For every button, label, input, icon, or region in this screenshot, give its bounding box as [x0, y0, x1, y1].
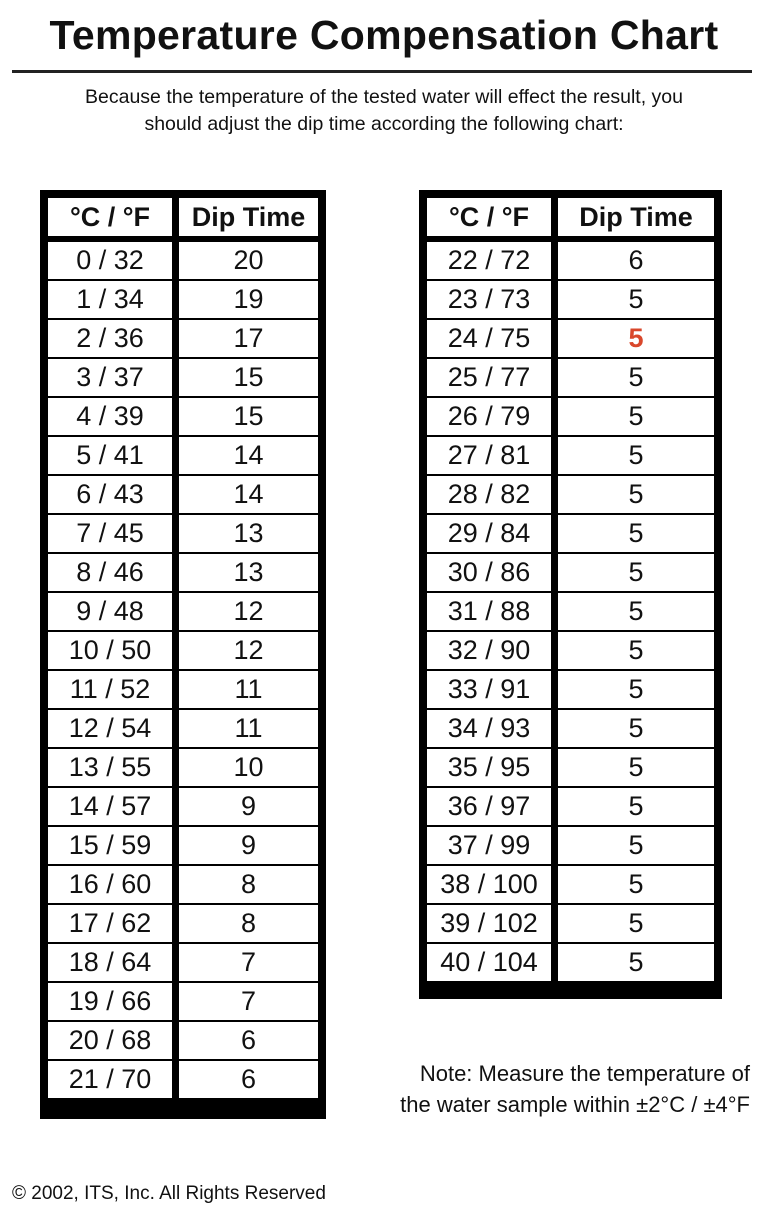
column-divider: [551, 359, 558, 396]
column-divider: [172, 866, 179, 903]
temperature-cell: 36 / 97: [427, 788, 551, 825]
column-divider: [172, 944, 179, 981]
dip-time-cell: 5: [558, 710, 714, 747]
column-divider: [172, 983, 179, 1020]
table-row: [48, 1022, 318, 1059]
table-row: [48, 320, 318, 357]
title-divider: [12, 70, 752, 73]
table-row: [427, 749, 714, 786]
table-row: [48, 398, 318, 435]
temperature-cell: 39 / 102: [427, 905, 551, 942]
temperature-cell: 14 / 57: [48, 788, 172, 825]
column-divider: [551, 788, 558, 825]
column-divider: [172, 1022, 179, 1059]
temperature-cell: 0 / 32: [48, 242, 172, 279]
table-row: [48, 866, 318, 903]
table-row: [48, 827, 318, 864]
table-row: [48, 749, 318, 786]
temperature-cell: 40 / 104: [427, 944, 551, 981]
dip-time-cell: 6: [179, 1022, 318, 1059]
column-divider: [172, 281, 179, 318]
temperature-cell: 25 / 77: [427, 359, 551, 396]
table-row: [427, 320, 714, 357]
temperature-cell: 1 / 34: [48, 281, 172, 318]
table-row: [427, 398, 714, 435]
dip-time-cell: 10: [179, 749, 318, 786]
table-row: [48, 281, 318, 318]
temperature-cell: 5 / 41: [48, 437, 172, 474]
column-divider: [551, 515, 558, 552]
dip-time-cell: 15: [179, 398, 318, 435]
dip-time-cell: 5: [558, 359, 714, 396]
dip-time-cell: 5: [558, 398, 714, 435]
dip-time-cell: 13: [179, 515, 318, 552]
table-row: [48, 671, 318, 708]
dip-time-cell: 6: [558, 242, 714, 279]
temperature-cell: 27 / 81: [427, 437, 551, 474]
temperature-cell: 18 / 64: [48, 944, 172, 981]
dip-time-cell: 5: [558, 554, 714, 591]
temperature-cell: 2 / 36: [48, 320, 172, 357]
dip-time-cell: 5: [558, 593, 714, 630]
table-right: [419, 190, 722, 999]
temperature-cell: 9 / 48: [48, 593, 172, 630]
dip-time-cell: 5: [558, 671, 714, 708]
table-left: [40, 190, 326, 1119]
column-divider: [172, 788, 179, 825]
table-row: [48, 944, 318, 981]
column-divider: [551, 944, 558, 981]
table-row: [427, 515, 714, 552]
temperature-cell: 31 / 88: [427, 593, 551, 630]
table-row: [48, 710, 318, 747]
dip-time-cell: 13: [179, 554, 318, 591]
dip-time-cell: 5: [558, 320, 714, 357]
header-temperature: °C / °F: [48, 198, 172, 236]
dip-time-cell: 5: [558, 281, 714, 318]
table-row: [48, 242, 318, 279]
dip-time-cell: 11: [179, 710, 318, 747]
table-row: [427, 905, 714, 942]
temperature-cell: 10 / 50: [48, 632, 172, 669]
table-row: [427, 632, 714, 669]
temperature-cell: 37 / 99: [427, 827, 551, 864]
temperature-cell: 15 / 59: [48, 827, 172, 864]
column-divider: [551, 398, 558, 435]
column-divider: [172, 632, 179, 669]
dip-time-cell: 5: [558, 515, 714, 552]
dip-time-cell: 9: [179, 827, 318, 864]
temperature-cell: 7 / 45: [48, 515, 172, 552]
measurement-note: [350, 1058, 750, 1120]
column-divider: [172, 749, 179, 786]
column-divider: [172, 554, 179, 591]
table-row: [427, 554, 714, 591]
column-divider: [172, 671, 179, 708]
temperature-cell: 16 / 60: [48, 866, 172, 903]
column-divider: [551, 710, 558, 747]
dip-time-cell: 20: [179, 242, 318, 279]
temperature-cell: 8 / 46: [48, 554, 172, 591]
column-divider: [172, 476, 179, 513]
temperature-cell: 35 / 95: [427, 749, 551, 786]
temperature-cell: 24 / 75: [427, 320, 551, 357]
table-row: [427, 593, 714, 630]
copyright-notice: © 2002, ITS, Inc. All Rights Reserved: [12, 1183, 326, 1204]
temperature-cell: 17 / 62: [48, 905, 172, 942]
table-row: [48, 905, 318, 942]
table-row: [427, 710, 714, 747]
dip-time-cell: 5: [558, 749, 714, 786]
table-header: [48, 198, 318, 236]
temperature-cell: 38 / 100: [427, 866, 551, 903]
table-row: [427, 242, 714, 279]
column-divider: [551, 593, 558, 630]
dip-time-cell: 7: [179, 983, 318, 1020]
table-row: [427, 827, 714, 864]
column-divider: [172, 320, 179, 357]
temperature-cell: 12 / 54: [48, 710, 172, 747]
temperature-cell: 4 / 39: [48, 398, 172, 435]
temperature-cell: 22 / 72: [427, 242, 551, 279]
column-divider: [551, 320, 558, 357]
dip-time-cell: 5: [558, 944, 714, 981]
column-divider: [551, 242, 558, 279]
dip-time-cell: 12: [179, 593, 318, 630]
column-divider: [172, 398, 179, 435]
column-divider: [172, 515, 179, 552]
column-divider: [551, 437, 558, 474]
temperature-cell: 19 / 66: [48, 983, 172, 1020]
dip-time-cell: 9: [179, 788, 318, 825]
table-row: [427, 866, 714, 903]
temperature-cell: 11 / 52: [48, 671, 172, 708]
column-divider: [172, 1061, 179, 1098]
header-temperature: °C / °F: [427, 198, 551, 236]
temperature-cell: 28 / 82: [427, 476, 551, 513]
instructions-line-1: Because the temperature of the tested water will effect the result, you: [85, 86, 683, 108]
column-divider: [551, 749, 558, 786]
table-row: [427, 671, 714, 708]
column-divider: [172, 437, 179, 474]
dip-time-cell: 14: [179, 476, 318, 513]
column-divider: [172, 593, 179, 630]
dip-time-cell: 5: [558, 905, 714, 942]
dip-time-cell: 6: [179, 1061, 318, 1098]
instructions: [30, 84, 738, 138]
header-dip-time: Dip Time: [179, 198, 318, 236]
note-line-2: the water sample within ±2°C / ±4°F: [400, 1092, 750, 1117]
dip-time-cell: 5: [558, 632, 714, 669]
table-row: [48, 476, 318, 513]
table-row: [48, 593, 318, 630]
column-divider: [172, 905, 179, 942]
temperature-cell: 13 / 55: [48, 749, 172, 786]
column-divider: [551, 671, 558, 708]
temperature-cell: 3 / 37: [48, 359, 172, 396]
dip-time-cell: 5: [558, 437, 714, 474]
dip-time-cell: 15: [179, 359, 318, 396]
dip-time-cell: 12: [179, 632, 318, 669]
column-divider: [172, 827, 179, 864]
dip-time-cell: 17: [179, 320, 318, 357]
column-divider: [172, 710, 179, 747]
dip-time-cell: 5: [558, 476, 714, 513]
column-divider: [551, 827, 558, 864]
table-row: [427, 437, 714, 474]
column-divider: [551, 476, 558, 513]
table-row: [427, 788, 714, 825]
column-divider: [551, 632, 558, 669]
dip-time-cell: 19: [179, 281, 318, 318]
dip-time-cell: 7: [179, 944, 318, 981]
table-row: [48, 1061, 318, 1098]
column-divider: [551, 554, 558, 591]
table-row: [48, 359, 318, 396]
table-row: [48, 554, 318, 591]
temperature-cell: 26 / 79: [427, 398, 551, 435]
temperature-cell: 6 / 43: [48, 476, 172, 513]
temperature-cell: 29 / 84: [427, 515, 551, 552]
table-row: [48, 515, 318, 552]
column-divider: [172, 242, 179, 279]
table-row: [427, 281, 714, 318]
note-line-1: Note: Measure the temperature of: [419, 1061, 750, 1086]
temperature-cell: 33 / 91: [427, 671, 551, 708]
temperature-cell: 23 / 73: [427, 281, 551, 318]
column-divider: [551, 866, 558, 903]
table-header: [427, 198, 714, 236]
table-row: [427, 359, 714, 396]
dip-time-cell: 8: [179, 905, 318, 942]
dip-time-cell: 5: [558, 866, 714, 903]
table-row: [48, 437, 318, 474]
table-row: [427, 476, 714, 513]
column-divider: [551, 198, 558, 236]
dip-time-cell: 5: [558, 827, 714, 864]
page-title: Temperature Compensation Chart: [49, 12, 719, 58]
header-dip-time: Dip Time: [558, 198, 714, 236]
dip-time-cell: 14: [179, 437, 318, 474]
dip-time-cell: 8: [179, 866, 318, 903]
temperature-cell: 21 / 70: [48, 1061, 172, 1098]
column-divider: [172, 359, 179, 396]
column-divider: [172, 198, 179, 236]
temperature-cell: 34 / 93: [427, 710, 551, 747]
table-row: [48, 983, 318, 1020]
dip-time-cell: 5: [558, 788, 714, 825]
table-row: [48, 632, 318, 669]
column-divider: [551, 905, 558, 942]
table-row: [427, 944, 714, 981]
dip-time-cell: 11: [179, 671, 318, 708]
temperature-cell: 30 / 86: [427, 554, 551, 591]
table-row: [48, 788, 318, 825]
column-divider: [551, 281, 558, 318]
temperature-cell: 20 / 68: [48, 1022, 172, 1059]
instructions-line-2: should adjust the dip time according the following chart:: [144, 113, 624, 135]
temperature-cell: 32 / 90: [427, 632, 551, 669]
